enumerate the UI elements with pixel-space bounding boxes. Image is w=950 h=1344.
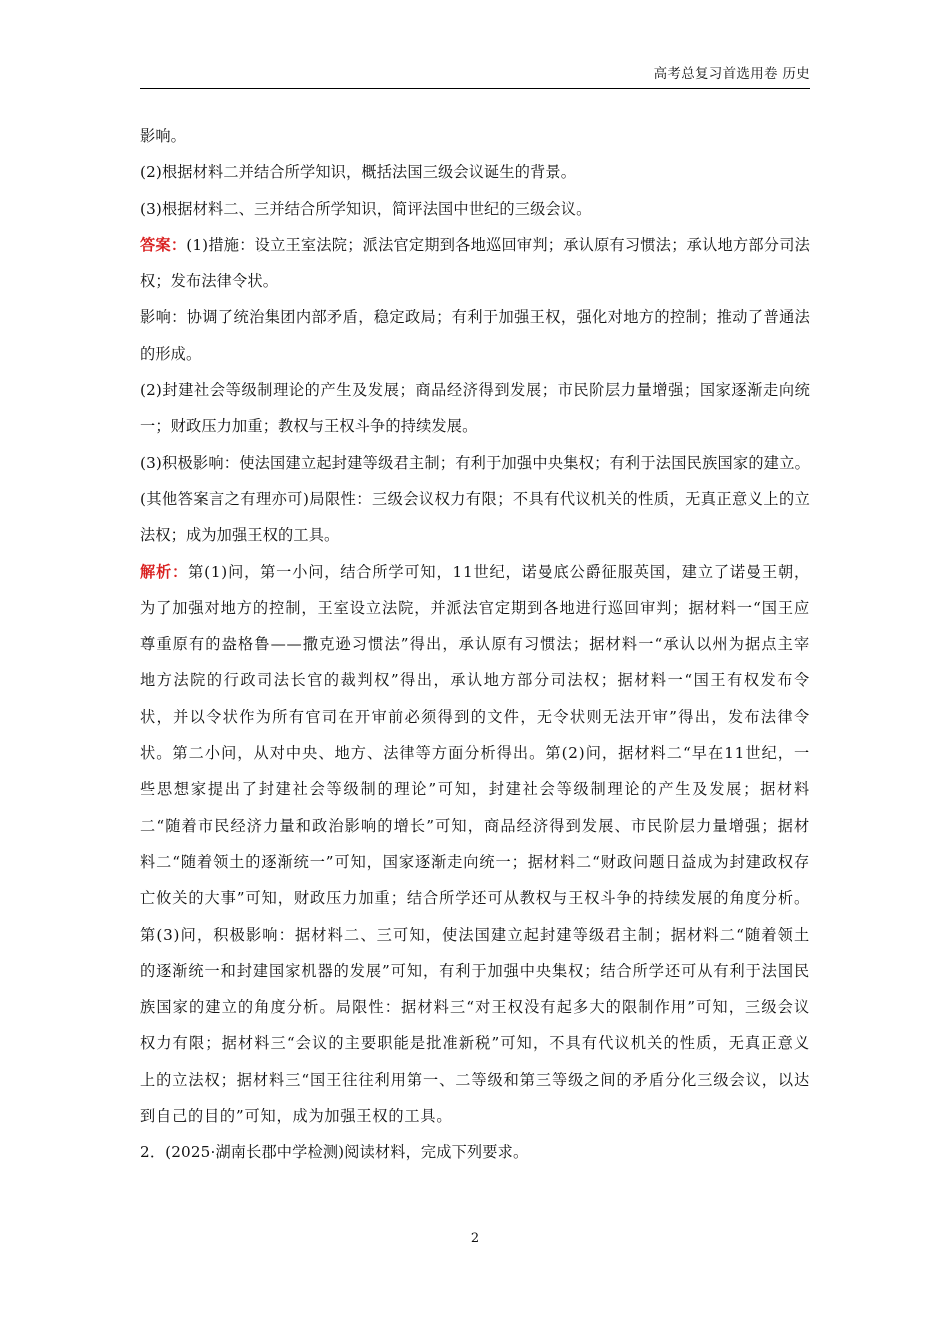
question-3: (3)根据材料二、三并结合所学知识，简评法国中世纪的三级会议。 [140, 199, 592, 218]
answer-part-2: (2)封建社会等级制理论的产生及发展；商品经济得到发展；市民阶层力量增强；国家逐渐走向统一；财政压力加重；教权与王权斗争的持续发展。 [140, 381, 810, 436]
page-number: 2 [470, 1231, 480, 1246]
answer-impact: 影响：协调了统治集团内部矛盾，稳定政局；有利于加强王权，强化对地方的控制；推动了普通法的形成。 [140, 308, 810, 363]
header-title: 高考总复习首选用卷 历史 [653, 66, 810, 82]
answer-measures-text: (1)措施：设立王室法院；派法官定期到各地巡回审判；承认原有习惯法；承认地方部分司法权；发布法律令状。 [140, 235, 810, 291]
next-question: 2．(2025·湖南长郡中学检测)阅读材料，完成下列要求。 [140, 1143, 529, 1162]
question-2: (2)根据材料二并结合所学知识，概括法国三级会议诞生的背景。 [140, 163, 577, 182]
page-header [140, 64, 810, 89]
answer-measures [140, 227, 810, 300]
analysis-label: 解析： [140, 562, 189, 581]
continued-text: 影响。 [140, 127, 187, 145]
analysis-paragraph [140, 554, 810, 1135]
answer-label: 答案： [140, 235, 187, 254]
page-content [140, 118, 810, 1171]
analysis-text: 第(1)问，第一小问，结合所学可知，11世纪，诺曼底公爵征服英国，建立了诺曼王朝，为了加强对地方的控制，王室设立法院，并派法官定期到各地进行巡回审判；据材料一“国王应尊重原有的盎格鲁——撒克逊习惯法”得出，承认原有习惯法；据材料一“承认以州为据点主宰地方法院的行政司法长官的裁判权”得出，承认地方部分司法权；据材料一“国王有权发布令状，并以令状作为所有官司在开审前必须得到的文件，无令状则无法开审”得出，发布法律令状。第二小问，从对中央、地方、法律等方面分析得出。第(2)问，据材料二“早在11世纪，一些思想家提出了封建社会等级制的理论”可知，封建社会等级制理论的产生及发展；据材料二“随着市民经济力量和政治影响的增长”可知，商品经济得到发展、市民阶层力量增强；据材料二“随着领土的逐渐统一”可知，国家逐渐走向统一；据材料二“财政问题日益成为封建政权存亡攸关的大事”可知，财政压力加重；结合所学还可从教权与王权斗争的持续发展的角度分析。第(3)问，积极影响：据材料二、三可知，使法国建立起封建等级君主制；据材料二“随着领土的逐渐统一和封建国家机器的发展”可知，有利于加强中央集权；结合所学还可从有利于法国民族国家的建立的角度分析。局限性：据材料三“对王权没有起多大的限制作用”可知，三级会议权力有限；据材料三“会议的主要职能是批准新税”可知，不具有代议机关的性质，无真正意义上的立法权；据材料三“国王往往利用第一、二等级和第三等级之间的矛盾分化三级会议，以达到自己的目的”可知，成为加强王权的工具。 [140, 562, 810, 1126]
answer-part-3: (3)积极影响：使法国建立起封建等级君主制；有利于加强中央集权；有利于法国民族国家的建立。(其他答案言之有理亦可)局限性：三级会议权力有限；不具有代议机关的性质，无真正意义上的立法权；成为加强王权的工具。 [140, 453, 810, 545]
